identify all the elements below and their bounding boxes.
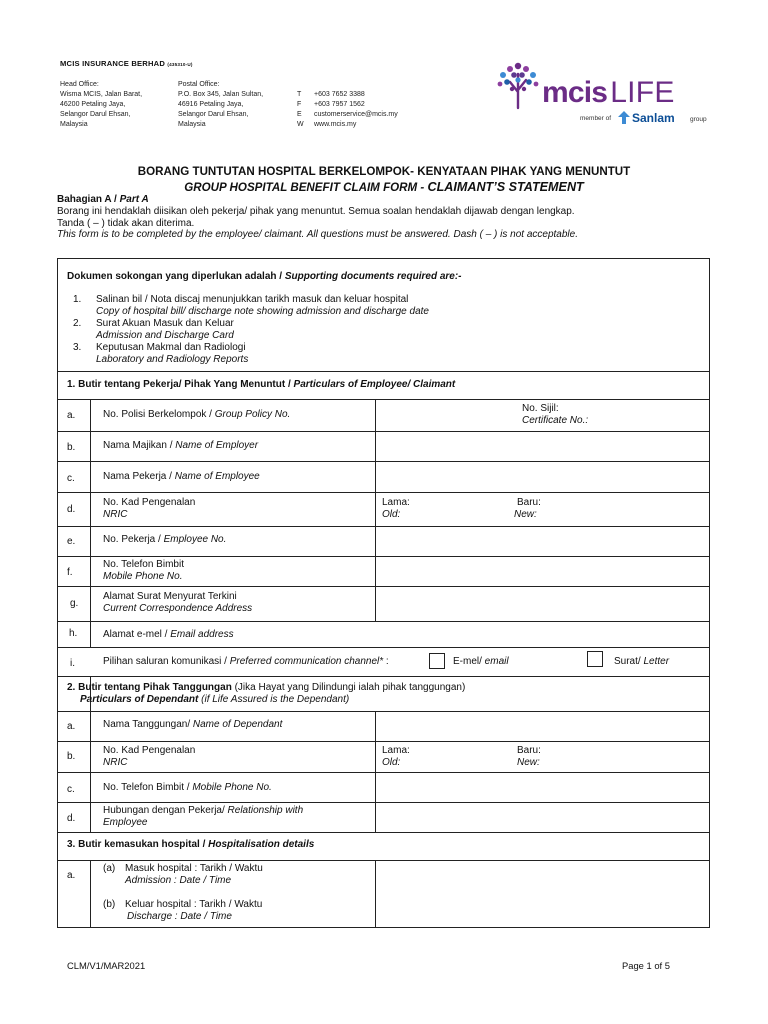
letter-checkbox[interactable] <box>587 651 603 667</box>
employee-name-field[interactable] <box>376 462 709 492</box>
dependant-nric-old-label-english: Old: <box>382 757 401 768</box>
sanlam-logo: Sanlam <box>618 111 675 125</box>
row-letter: a. <box>67 410 76 421</box>
row-letter: c. <box>67 784 75 795</box>
admission-label: Masuk hospital : Tarikh / Waktu <box>125 863 263 874</box>
dependant-nric-new-field[interactable] <box>548 742 708 772</box>
relationship-field[interactable] <box>376 803 709 832</box>
logo-wordmark: mcis LIFE <box>542 76 675 109</box>
dependant-nric-label: No. Kad Pengenalan <box>103 745 196 756</box>
dependant-name-label: Nama Tanggungan/ Name of Dependant <box>103 719 283 730</box>
part-label: Bahagian A / Part A <box>57 194 149 205</box>
nric-new-label: Baru: <box>517 497 541 508</box>
row-letter: g. <box>70 598 79 609</box>
row-letter: h. <box>69 628 78 639</box>
hospitalisation-dates-field[interactable] <box>376 861 709 927</box>
row-letter: d. <box>67 504 76 515</box>
admission-sub-label: (a) <box>103 863 116 874</box>
section-2-subheading: Particulars of Dependant (if Life Assured is the Dependant) <box>80 694 350 705</box>
nric-old-field[interactable] <box>408 493 508 526</box>
group-policy-field[interactable] <box>376 400 516 431</box>
doc-item-english: Laboratory and Radiology Reports <box>96 354 249 365</box>
discharge-label-english: Discharge : Date / Time <box>127 911 232 922</box>
instruction-line-3: This form is to be completed by the employee/ claimant. All questions must be answered. Dash ( – ) is not acceptable. <box>57 229 578 241</box>
nric-old-label: Lama: <box>382 497 410 508</box>
doc-item-english: Admission and Discharge Card <box>96 330 234 341</box>
nric-new-field[interactable] <box>548 493 708 526</box>
dependant-phone-label: No. Telefon Bimbit / Mobile Phone No. <box>103 782 272 793</box>
group-label: group <box>690 116 707 123</box>
postal-office-address: Postal Office: P.O. Box 345, Jalan Sultan, 46916 Petaling Jaya, Selangor Darul Ehsan, Malaysia <box>178 81 264 128</box>
dependant-nric-label-english: NRIC <box>103 757 128 768</box>
address-label: Alamat Surat Menyurat Terkini <box>103 591 237 602</box>
nric-old-label-english: Old: <box>382 509 401 520</box>
page-number: Page 1 of 5 <box>622 960 670 971</box>
company-name: MCIS INSURANCE BERHAD (435310-U) <box>60 59 193 68</box>
employee-no-label: No. Pekerja / Employee No. <box>103 534 227 545</box>
row-letter: a. <box>67 870 76 881</box>
admission-label-english: Admission : Date / Time <box>125 875 232 886</box>
employee-name-label: Nama Pekerja / Name of Employee <box>103 471 260 482</box>
doc-item-number: 3. <box>73 342 82 353</box>
form-instructions <box>57 194 578 241</box>
mobile-phone-field[interactable] <box>376 557 709 586</box>
address-label-english: Current Correspondence Address <box>103 603 253 614</box>
dependant-name-field[interactable] <box>376 712 709 741</box>
section-3-heading: 3. Butir kemasukan hospital / Hospitalisation details <box>67 839 315 850</box>
mcis-life-logo <box>494 58 718 136</box>
row-letter: f. <box>67 567 73 578</box>
dependant-nric-new-label-english: New: <box>517 757 540 768</box>
discharge-label: Keluar hospital : Tarikh / Waktu <box>125 899 263 910</box>
mobile-phone-label: No. Telefon Bimbit <box>103 559 184 570</box>
address-field[interactable] <box>376 587 709 621</box>
employer-name-label: Nama Majikan / Name of Employer <box>103 440 259 451</box>
row-letter: d. <box>67 813 76 824</box>
doc-item-number: 2. <box>73 318 82 329</box>
certificate-no-label: No. Sijil: <box>522 403 559 414</box>
row-letter: b. <box>67 442 76 453</box>
mobile-phone-label-english: Mobile Phone No. <box>103 571 183 582</box>
row-letter: e. <box>67 536 76 547</box>
discharge-sub-label: (b) <box>103 899 116 910</box>
section-2-heading: 2. Butir tentang Pihak Tanggungan (Jika Hayat yang Dilindungi ialah pihak tanggungan) <box>67 682 466 693</box>
email-option-label: E-mel/ email <box>453 656 509 667</box>
nric-label-english: NRIC <box>103 509 128 520</box>
member-of-label: member of <box>580 115 612 122</box>
row-letter: i. <box>70 658 75 669</box>
communication-channel-label: Pilihan saluran komunikasi / Preferred communication channel* : <box>103 656 389 667</box>
instruction-line-1: Borang ini hendaklah diisikan oleh pekerja/ pihak yang menuntut. Semua soalan hendaklah dijawab dengan lengkap. <box>57 205 575 217</box>
email-checkbox[interactable] <box>429 653 445 669</box>
sanlam-icon <box>618 111 630 124</box>
claim-form-table <box>57 258 710 928</box>
doc-item-malay: Surat Akuan Masuk dan Keluar <box>96 318 234 329</box>
doc-item-malay: Salinan bil / Nota discaj menunjukkan tarikh masuk dan keluar hospital <box>96 294 409 305</box>
dependant-nric-new-label: Baru: <box>517 745 541 756</box>
nric-label: No. Kad Pengenalan <box>103 497 196 508</box>
dependant-nric-old-label: Lama: <box>382 745 410 756</box>
employer-name-field[interactable] <box>376 432 709 461</box>
contact-keys: T F E W <box>297 91 304 128</box>
supporting-docs-heading: Dokumen sokongan yang diperlukan adalah / Supporting documents required are:- <box>67 271 462 282</box>
certificate-no-field[interactable] <box>618 400 708 431</box>
group-policy-label: No. Polisi Berkelompok / Group Policy No. <box>103 409 291 420</box>
letter-option-label: Surat/ Letter <box>614 656 670 667</box>
nric-new-label-english: New: <box>514 509 537 520</box>
row-letter: a. <box>67 721 76 732</box>
company-reg-no: (435310-U) <box>167 62 193 67</box>
employee-no-field[interactable] <box>376 527 709 556</box>
email-field[interactable] <box>376 622 709 647</box>
head-office-address: Head Office: Wisma MCIS, Jalan Barat, 46200 Petaling Jaya, Selangor Darul Ehsan, Malaysia <box>60 81 143 128</box>
relationship-label-line2: Employee <box>103 817 148 828</box>
contact-values: +603 7652 3388 +603 7957 1562 customerservice@mcis.my www.mcis.my <box>314 91 398 128</box>
section-1-heading: 1. Butir tentang Pekerja/ Pihak Yang Menuntut / Particulars of Employee/ Claimant <box>67 379 456 390</box>
email-label: Alamat e-mel / Email address <box>103 629 234 640</box>
doc-item-number: 1. <box>73 294 82 305</box>
form-title-malay: BORANG TUNTUTAN HOSPITAL BERKELOMPOK- KENYATAAN PIHAK YANG MENUNTUT <box>137 165 631 178</box>
dependant-phone-field[interactable] <box>376 773 709 802</box>
relationship-label: Hubungan dengan Pekerja/ Relationship with <box>103 805 304 816</box>
doc-item-english: Copy of hospital bill/ discharge note showing admission and discharge date <box>96 306 429 317</box>
tree-logo-icon <box>494 60 542 110</box>
form-code: CLM/V1/MAR2021 <box>67 960 146 971</box>
row-letter: c. <box>67 473 75 484</box>
certificate-no-label-english: Certificate No.: <box>522 415 589 426</box>
doc-item-malay: Keputusan Makmal dan Radiologi <box>96 342 246 353</box>
row-letter: b. <box>67 751 76 762</box>
instruction-line-2: Tanda ( – ) tidak akan diterima. <box>57 217 195 229</box>
form-title-english: GROUP HOSPITAL BENEFIT CLAIM FORM - CLAIMANT’S STATEMENT <box>184 180 584 194</box>
dependant-nric-old-field[interactable] <box>408 742 508 772</box>
